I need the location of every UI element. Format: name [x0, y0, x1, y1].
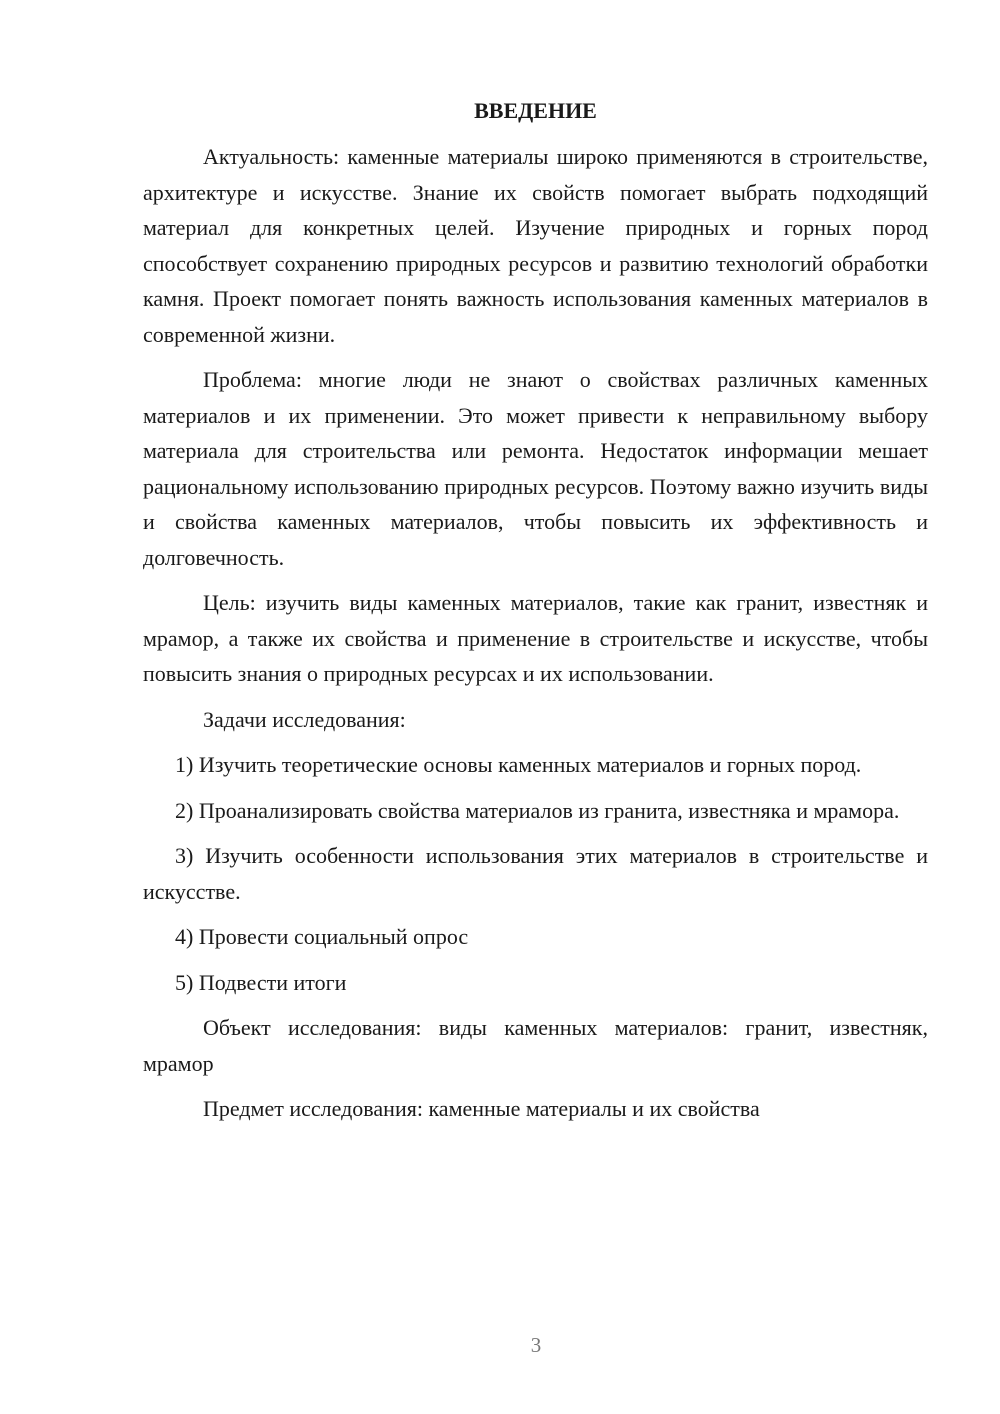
goal-paragraph: Цель: изучить виды каменных материалов, такие как гранит, известняк и мрамор, а также их свойства и применение в строительстве и искусстве, чтобы повысить знания о природных ресурсах и их использовании.	[143, 590, 928, 686]
task-item-1: 1) Изучить теоретические основы каменных материалов и горных пород.	[175, 752, 862, 777]
task-item-3: 3) Изучить особенности использования этих материалов в строительстве и искусстве.	[143, 843, 928, 904]
page-content	[143, 96, 928, 1127]
relevance-paragraph: Актуальность: каменные материалы широко применяются в строительстве, архитектуре и искусстве. Знание их свойств помогает выбрать подходящий материал для конкретных целей. Изучение природных и горных пород способствует сохранению природных ресурсов и развитию технологий обработки камня. Проект помогает понять важность использования каменных материалов в современной жизни.	[143, 144, 928, 347]
page-title: ВВЕДЕНИЕ	[474, 98, 597, 123]
task-item-5: 5) Подвести итоги	[175, 969, 347, 995]
tasks-heading: Задачи исследования:	[203, 706, 406, 732]
task-item-4: 4) Провести социальный опрос	[175, 924, 469, 949]
task-item-2: 2) Проанализировать свойства материалов из гранита, известняка и мрамора.	[175, 797, 900, 823]
subject-paragraph: Предмет исследования: каменные материалы и их свойства	[203, 1096, 760, 1121]
page-number: 3	[530, 1333, 542, 1357]
object-paragraph: Объект исследования: виды каменных материалов: гранит, известняк, мрамор	[143, 1015, 928, 1076]
problem-paragraph: Проблема: многие люди не знают о свойствах различных каменных материалов и их применении. Это может привести к неправильному выбору материала для строительства или ремонта. Недостаток информации мешает рациональному использованию природных ресурсов. Поэтому важно изучить виды и свойства каменных материалов, чтобы повысить их эффективность и долговечность.	[143, 367, 928, 570]
